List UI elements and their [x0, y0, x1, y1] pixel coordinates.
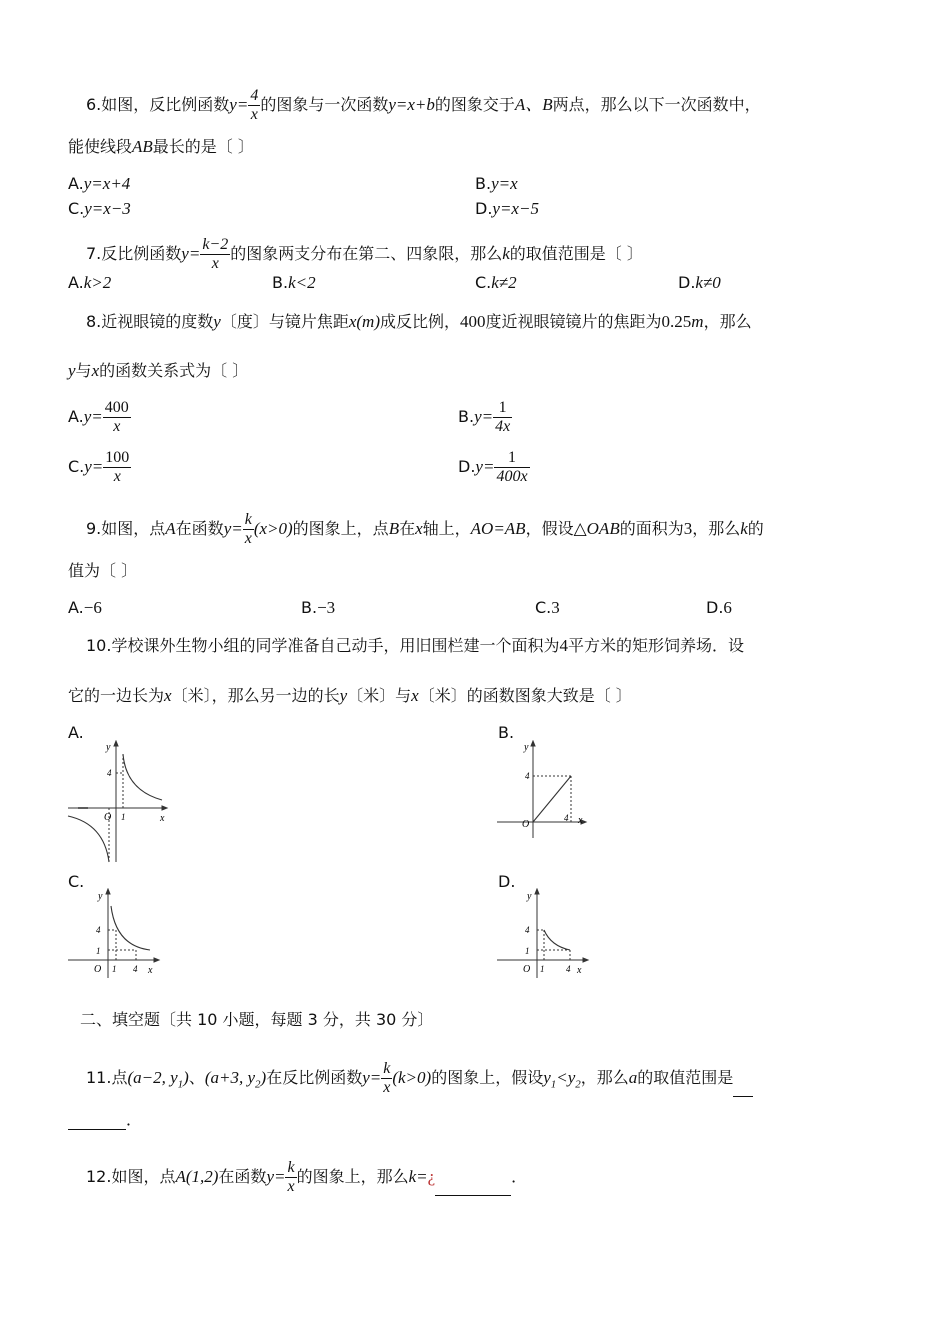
- axis-y-label: y: [524, 742, 529, 753]
- q8-option-d[interactable]: [458, 449, 530, 486]
- q8-number: 0.25: [661, 312, 692, 331]
- q9-text: ，那么: [692, 519, 741, 538]
- q6-line2: [68, 137, 254, 157]
- tick-label: 4: [96, 925, 101, 935]
- q11-period: ．: [126, 1110, 143, 1129]
- axis-y-label: y: [98, 891, 103, 902]
- q10-graph-b: [495, 740, 589, 840]
- q8-var-y: y: [68, 361, 76, 380]
- option-label: D.: [706, 598, 724, 617]
- q11-lt: <y: [556, 1068, 576, 1087]
- q6-option-d[interactable]: [475, 199, 539, 219]
- q12-text: 12.如图，点: [86, 1167, 176, 1186]
- q9-option-d[interactable]: [706, 598, 732, 618]
- q10-text: 〔米〕的函数图象大致是〔 〕: [418, 686, 632, 705]
- q7-text: 的图象两支分布在第二、四象限，那么: [230, 244, 503, 263]
- q8-line1: [86, 312, 752, 332]
- axis-x-label: x: [578, 815, 583, 826]
- option-label: B.: [458, 407, 475, 426]
- q9-text: 的图象上，点: [292, 519, 389, 538]
- q7-text: 7.反比例函数: [86, 244, 182, 263]
- frac-num: 1: [493, 399, 512, 418]
- q9-text: 的面积为: [619, 519, 684, 538]
- option-expr: y=x+4: [83, 174, 131, 193]
- q10-graph-a: [66, 740, 170, 864]
- section-title: 二、填空题〔共 10 小题，每题 3 分，共 30 分〕: [80, 1010, 434, 1029]
- q11-sub: 1: [550, 1078, 557, 1091]
- hyperbola-curve: [111, 906, 150, 950]
- q11-point-2: [204, 1068, 267, 1091]
- q11-var-a: a: [628, 1068, 638, 1087]
- option-label: B.: [272, 273, 289, 292]
- frac-den: 4x: [495, 418, 511, 435]
- q8-var-xm: x(m): [348, 312, 380, 331]
- q9-text: 的: [747, 519, 764, 538]
- axis-x-label: x: [148, 965, 153, 976]
- q8-option-b[interactable]: [458, 399, 512, 436]
- q6-text: 两点，那么以下一次函数中，: [552, 95, 761, 114]
- option-expr: k≠0: [695, 273, 721, 292]
- q11-frac-den: x: [383, 1079, 391, 1096]
- q6-option-a[interactable]: [68, 174, 130, 194]
- q11-p2e: ): [260, 1068, 267, 1087]
- x-arrow: [154, 958, 159, 962]
- option-expr: k≠2: [491, 273, 517, 292]
- q10-line2: [68, 686, 632, 706]
- q11-answer-blank-start[interactable]: [733, 1080, 753, 1097]
- option-fraction: [103, 399, 131, 436]
- q6-points: A、B: [514, 95, 553, 114]
- q10-graph-c: [66, 888, 162, 980]
- axis-x-label: x: [160, 813, 165, 824]
- q11-answer-blank[interactable]: [68, 1113, 126, 1130]
- q6-text: 的图象交于: [434, 95, 515, 114]
- frac-num: 400: [104, 399, 129, 416]
- q6-option-b[interactable]: [475, 174, 518, 194]
- option-expr: y=x: [491, 174, 518, 193]
- tick-label: 1: [112, 964, 117, 974]
- q9-text: 值为〔 〕: [68, 561, 138, 580]
- q6-frac-den: x: [250, 106, 258, 123]
- q9-line2: [68, 561, 137, 581]
- q6-line1: [86, 87, 761, 124]
- axis-x-label: x: [577, 965, 582, 976]
- option-fraction: [494, 449, 529, 486]
- q10-number: 4: [559, 636, 568, 655]
- q12-answer-blank[interactable]: [435, 1179, 511, 1196]
- hyperbola-branch-right: [123, 754, 162, 800]
- q11-p1e: ): [183, 1068, 189, 1087]
- option-expr: y=x−3: [84, 199, 131, 218]
- q9-line1: [86, 511, 764, 548]
- q8-var-y: y: [213, 312, 221, 331]
- q6-text: 最长的是〔 〕: [152, 137, 254, 156]
- q12-frac-den: x: [287, 1178, 295, 1195]
- q12-line1: [86, 1159, 527, 1196]
- origin-label: O: [523, 964, 531, 975]
- q10-text: 10.学校课外生物小组的同学准备自己动手，用旧围栏建一个面积为: [86, 636, 560, 655]
- q12-frac-num: k: [287, 1159, 295, 1176]
- option-label: D.: [678, 273, 696, 292]
- x-arrow: [162, 806, 167, 810]
- option-expr: k<2: [288, 273, 316, 292]
- q8-text: ，那么: [703, 312, 752, 331]
- q11-text: 在反比例函数: [266, 1068, 363, 1087]
- q8-option-a[interactable]: [68, 399, 131, 436]
- q10-text: 〔米〕，那么另一边的长: [171, 686, 340, 705]
- q9-option-a[interactable]: [68, 598, 102, 618]
- q8-option-c[interactable]: [68, 449, 131, 486]
- q8-text: 成反比例，: [380, 312, 461, 331]
- tick-label: 4: [133, 964, 138, 974]
- tick-label: 1: [96, 946, 101, 956]
- q9-point-b: B: [388, 519, 400, 538]
- q11-text: 的图象上，假设: [431, 1068, 544, 1087]
- q9-number: 3: [683, 519, 693, 538]
- option-fy: y=: [474, 407, 494, 426]
- frac-num: 1: [494, 449, 529, 468]
- tick-label: 4: [566, 964, 571, 974]
- q8-text: 度近视眼镜镜片的焦距为: [485, 312, 662, 331]
- q7-line1: [86, 236, 643, 273]
- q10-var-x: x: [411, 686, 419, 705]
- tick-label: 1: [540, 964, 545, 974]
- q7-formula-y: y=: [181, 244, 201, 263]
- option-label: A.: [68, 174, 84, 193]
- q10-line1: [86, 636, 744, 656]
- q6-linear-formula: y=x+b: [388, 95, 435, 114]
- q7-fraction: [200, 236, 230, 273]
- q11-y1: y: [543, 1068, 551, 1087]
- q9-text: ，假设: [525, 519, 574, 538]
- q12-formula-y: y=: [266, 1167, 286, 1186]
- q7-option-a[interactable]: [68, 273, 111, 293]
- q12-text: 的图象上，那么: [296, 1167, 409, 1186]
- option-label: B.: [301, 598, 318, 617]
- origin-label: O: [94, 964, 102, 975]
- option-label: A.: [68, 407, 84, 426]
- q6-text: 6.如图，反比例函数: [86, 95, 230, 114]
- y-arrow: [531, 741, 535, 746]
- axis-y-label: y: [527, 891, 532, 902]
- q9-triangle: △OAB: [573, 519, 620, 538]
- q9-frac-num: k: [244, 511, 252, 528]
- option-label: A.: [68, 273, 84, 292]
- q9-text: 在: [399, 519, 416, 538]
- frac-den: x: [113, 468, 121, 485]
- q9-option-c[interactable]: [535, 598, 560, 618]
- option-label: A.: [68, 723, 84, 742]
- section-heading: [80, 1010, 433, 1030]
- q12-glyph: ¿: [427, 1167, 436, 1186]
- q11-p1: (a−2, y: [127, 1068, 178, 1087]
- q9-condition: (x>0): [253, 519, 293, 538]
- q11-p2: (a+3, y: [204, 1068, 256, 1087]
- option-label: D.: [498, 872, 516, 891]
- option-label: C.: [68, 457, 85, 476]
- frac-num: 100: [105, 449, 130, 466]
- option-expr: 3: [551, 598, 560, 617]
- tick-label: 4: [564, 813, 569, 823]
- q11-text: 的取值范围是: [637, 1068, 734, 1087]
- q7-k: k: [502, 244, 510, 263]
- origin-label: O: [104, 812, 112, 823]
- q8-number: 400: [460, 312, 486, 331]
- q11-sep: 、: [188, 1068, 205, 1087]
- option-expr: 6: [723, 598, 732, 617]
- q6-formula-y: y=: [229, 95, 249, 114]
- axis-y-label: y: [106, 742, 111, 753]
- q8-text: 与: [75, 361, 92, 380]
- q11-point-1: [127, 1068, 189, 1091]
- q9-x-axis: x: [415, 519, 423, 538]
- q9-text: 轴上，: [422, 519, 471, 538]
- option-label: C.: [535, 598, 552, 617]
- q10-graph-d: [495, 888, 591, 980]
- q9-formula-y: y=: [223, 519, 243, 538]
- y-arrow: [106, 889, 110, 894]
- q11-formula-y: y=: [362, 1068, 382, 1087]
- q12-fraction: [285, 1159, 296, 1196]
- q6-frac-num: 4: [250, 87, 259, 104]
- option-label: B.: [475, 174, 492, 193]
- q11-sub: 1: [177, 1078, 184, 1091]
- option-expr: −6: [83, 598, 102, 617]
- tick-label: 4: [107, 768, 112, 778]
- q10-text: 它的一边长为: [68, 686, 165, 705]
- q10-text: 平方米的矩形饲养场．设: [567, 636, 744, 655]
- frac-den: 400x: [496, 468, 528, 485]
- option-fraction: [103, 449, 131, 486]
- option-label: A.: [68, 598, 84, 617]
- q12-text: 在函数: [218, 1167, 267, 1186]
- q6-option-c[interactable]: [68, 199, 131, 219]
- q10-var-x: x: [164, 686, 172, 705]
- q8-line2: [68, 361, 248, 381]
- q12-k-eq: k=: [408, 1167, 428, 1186]
- q8-var-x: x: [91, 361, 100, 380]
- q9-fraction: [243, 511, 254, 548]
- q7-option-d[interactable]: [678, 273, 721, 293]
- tick-label: 4: [525, 925, 530, 935]
- q12-point: A(1,2): [175, 1167, 219, 1186]
- option-label: D.: [475, 199, 493, 218]
- option-label: C.: [68, 872, 85, 891]
- q11-condition: (k>0): [392, 1068, 432, 1087]
- q6-text: 能使线段: [68, 137, 133, 156]
- q6-fraction: [248, 87, 260, 124]
- option-fy: y=: [83, 407, 103, 426]
- x-arrow: [583, 958, 588, 962]
- q9-equation: AO=AB: [470, 519, 526, 538]
- q8-text: 的函数关系式为〔 〕: [99, 361, 249, 380]
- q11-sub: 2: [255, 1078, 261, 1091]
- q11-inequality: [543, 1068, 581, 1091]
- option-label: D.: [458, 457, 476, 476]
- origin-label: O: [522, 819, 530, 830]
- option-label: B.: [498, 723, 515, 742]
- q8-text: 〔度〕与镜片焦距: [220, 312, 349, 331]
- option-fraction: [493, 399, 512, 436]
- q7-frac-den: x: [211, 255, 219, 272]
- q11-line2: [68, 1110, 142, 1130]
- option-label: C.: [475, 273, 492, 292]
- q11-sub: 2: [575, 1078, 581, 1091]
- q11-text: 11.点: [86, 1068, 128, 1087]
- q10-var-y: y: [339, 686, 348, 705]
- option-expr: y=x−5: [492, 199, 539, 218]
- hyperbola-segment: [544, 930, 570, 950]
- option-fy: y=: [84, 457, 104, 476]
- q7-text: 的取值范围是〔 〕: [509, 244, 643, 263]
- frac-den: x: [113, 418, 121, 435]
- q11-line1: [86, 1060, 753, 1097]
- q9-text: 9.如图，点: [86, 519, 166, 538]
- option-expr: −3: [317, 598, 336, 617]
- y-arrow: [535, 889, 539, 894]
- q9-k: k: [740, 519, 748, 538]
- option-expr: k>2: [83, 273, 112, 292]
- hyperbola-branch-left: [68, 816, 109, 862]
- q7-option-c[interactable]: [475, 273, 517, 293]
- tick-label: 1: [121, 812, 126, 822]
- y-arrow: [114, 741, 118, 746]
- option-fy: y=: [475, 457, 495, 476]
- q8-unit: m: [691, 312, 704, 331]
- tick-label: 1: [525, 946, 530, 956]
- q6-text: 的图象与一次函数: [260, 95, 389, 114]
- q7-frac-num: k−2: [202, 236, 229, 253]
- q9-option-b[interactable]: [301, 598, 335, 618]
- q9-frac-den: x: [244, 530, 252, 547]
- q10-text: 〔米〕与: [347, 686, 412, 705]
- q11-text: ，那么: [580, 1068, 629, 1087]
- q7-option-b[interactable]: [272, 273, 316, 293]
- tick-label: 4: [525, 771, 530, 781]
- q12-period: ．: [511, 1167, 528, 1186]
- q9-text: 在函数: [175, 519, 224, 538]
- q6-segment: AB: [132, 137, 153, 156]
- option-label: C.: [68, 199, 85, 218]
- q11-fraction: [381, 1060, 392, 1097]
- q9-point-a: A: [165, 519, 176, 538]
- q11-frac-num: k: [383, 1060, 391, 1077]
- q8-text: 8.近视眼镜的度数: [86, 312, 214, 331]
